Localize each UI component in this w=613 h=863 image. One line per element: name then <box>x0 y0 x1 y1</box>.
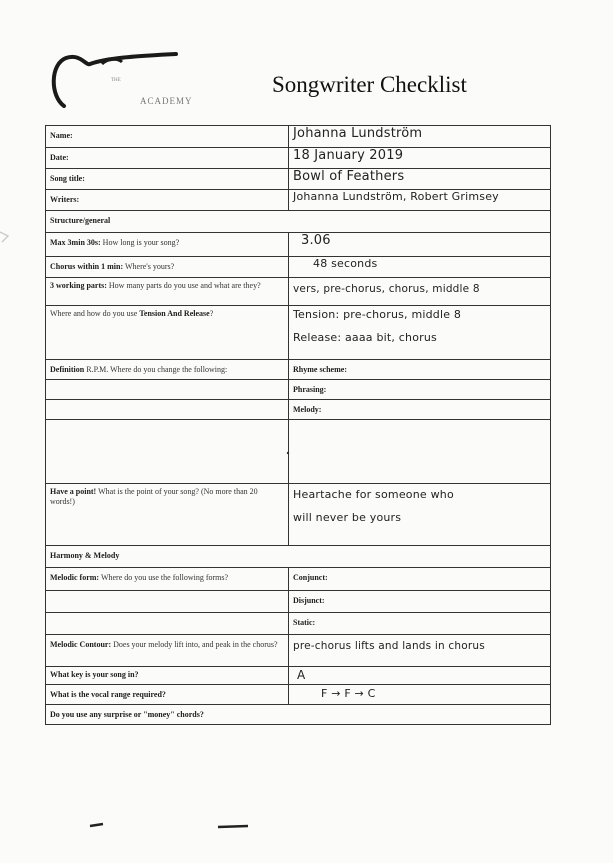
contour-desc: Does your melody lift into, and peak in the chorus? <box>113 640 278 649</box>
disjunct-label: Disjunct: <box>293 596 325 605</box>
release-answer: Release: aaaa bit, chorus <box>293 330 437 344</box>
chorus-within-desc: Where's yours? <box>124 262 175 271</box>
contour-label: Melodic Contour: <box>50 640 112 649</box>
song-title-answer: Bowl of Feathers <box>293 169 405 184</box>
definition-label: Definition <box>50 365 85 374</box>
name-label: Name: <box>50 131 73 140</box>
tension-desc-end: ? <box>209 309 214 318</box>
point-answer-line-1: Heartache for someone who <box>293 488 454 501</box>
point-answer-line-2: will never be yours <box>293 510 402 524</box>
working-parts-label: 3 working parts: <box>50 281 107 290</box>
chorus-within-answer: 48 seconds <box>313 257 378 270</box>
point-label: Have a point! <box>50 487 97 496</box>
melody-label: Melody: <box>293 405 322 414</box>
tension-desc: Where and how do you use <box>50 309 138 318</box>
writers-label: Writers: <box>50 195 80 204</box>
melodic-form-desc: Where do you use the following forms? <box>100 573 229 582</box>
working-parts-desc: How many parts do you use and what are they? <box>108 281 261 290</box>
song-title-label: Song title: <box>50 174 85 183</box>
max-length-label: Max 3min 30s: <box>50 238 101 247</box>
static-label: Static: <box>293 618 316 627</box>
tension-answer: Tension: pre-chorus, middle 8 <box>293 308 462 321</box>
chorus-within-label: Chorus within 1 min: <box>50 262 124 271</box>
range-label: What is the vocal range required? <box>50 690 166 699</box>
range-answer: F → F → C <box>321 687 376 700</box>
logo-name: ACADEMY <box>140 96 193 106</box>
key-answer: A <box>297 668 306 682</box>
tension-label: Tension And Release <box>139 309 210 318</box>
writers-answer: Johanna Lundström, Robert Grimsey <box>293 190 499 203</box>
logo-small-text: THE <box>111 78 121 83</box>
page-title: Songwriter Checklist <box>272 72 467 97</box>
date-answer: 18 January 2019 <box>293 148 404 163</box>
conjunct-label: Conjunct: <box>293 573 328 582</box>
harmony-heading: Harmony & Melody <box>50 551 120 560</box>
max-length-desc: How long is your song? <box>102 238 180 247</box>
name-answer: Johanna Lundström <box>293 126 423 141</box>
melodic-form-label: Melodic form: <box>50 573 100 582</box>
contour-answer: pre-chorus lifts and lands in chorus <box>293 640 485 652</box>
surprise-label: Do you use any surprise or "money" chords? <box>50 710 204 719</box>
key-label: What key is your song in? <box>50 670 139 679</box>
working-parts-answer: vers, pre-chorus, chorus, middle 8 <box>293 283 480 295</box>
date-label: Date: <box>50 153 69 162</box>
structure-heading: Structure/general <box>50 216 111 225</box>
point-desc: What is the point of your song? (No more than 20 words!) <box>50 487 258 506</box>
max-length-answer: 3.06 <box>301 233 331 248</box>
definition-desc: R.P.M. Where do you change the following: <box>86 365 228 374</box>
phrasing-label: Phrasing: <box>293 385 327 394</box>
rhyme-label: Rhyme scheme: <box>293 365 347 374</box>
